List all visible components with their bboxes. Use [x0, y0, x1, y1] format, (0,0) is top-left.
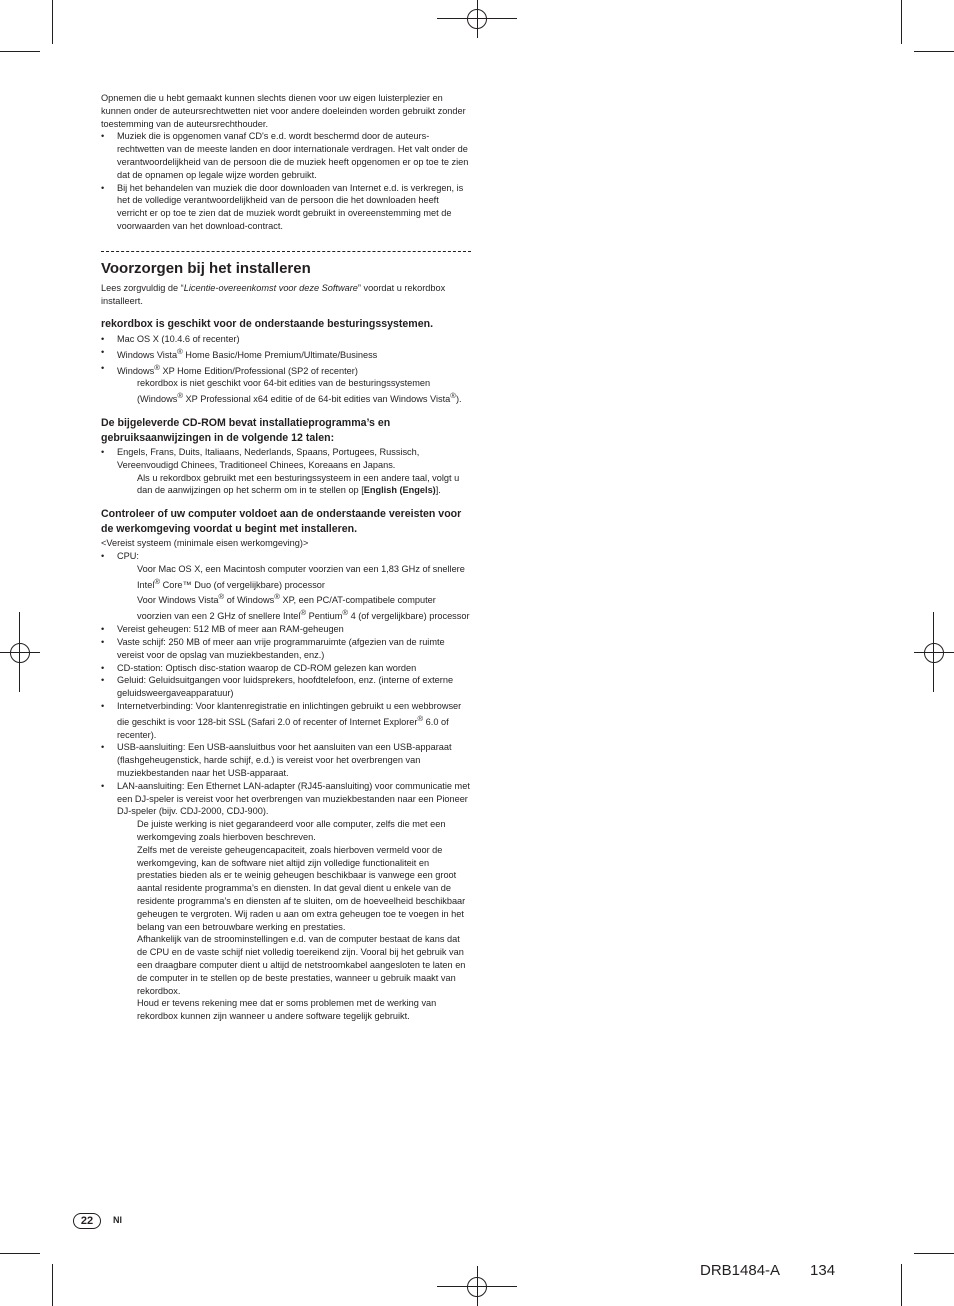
list-item: • CD-station: Optisch disc-station waarop de CD-ROM gelezen kan worden — [101, 662, 471, 675]
crop-mark — [901, 1264, 902, 1306]
list-item: • Muziek die is opgenomen vanaf CD's e.d. wordt beschermd door de auteursrechtwetten van de meeste landen en door internationale verdragen. Het valt onder de verantwoordelijkheid van de persoon die de muziek heeft opgenomen er op toe te zien dat de opnamen op legale wijze worden gebruikt. — [101, 130, 471, 181]
list-item: • Internetverbinding: Voor klantenregistratie en inlichtingen gebruikt u een webbrowser die geschikt is voor 128-bit SSL (Safari 2.0 of recenter of Internet Explorer® 6.0 of recenter). — [101, 700, 471, 741]
registration-mark — [19, 612, 20, 692]
list-item: • Vereist geheugen: 512 MB of meer aan RAM-geheugen — [101, 623, 471, 636]
dashed-divider — [101, 251, 471, 252]
crop-mark — [52, 1264, 53, 1306]
page-number: 22 — [73, 1213, 101, 1229]
language-code: Nl — [113, 1215, 122, 1225]
requirements-heading: Controleer of uw computer voldoet aan de onderstaande vereisten voor de werkomgeving voordat u begint met installeren. — [101, 508, 462, 535]
list-item: • Vaste schijf: 250 MB of meer aan vrije programmaruimte (afgezien van de ruimte vereist voor de opslag van muziekbestanden, enz.) — [101, 636, 471, 662]
crop-mark — [52, 0, 53, 44]
crop-mark — [0, 1253, 40, 1254]
registration-mark — [924, 643, 944, 663]
registration-mark — [477, 1266, 478, 1306]
note: rekordbox is niet geschikt voor 64-bit edities van de besturingssystemen (Windows® XP Professional x64 editie of de 64-bit edities van Windows Vista®). — [137, 378, 462, 405]
note: De juiste werking is niet gegarandeerd voor alle computer, zelfs die met een werkomgeving zoals hierboven beschreven. — [137, 819, 446, 842]
note: Voor Windows Vista® of Windows® XP, een PC/AT-compatibele computer voorzien van een 2 GHz of snellere Intel® Pentium® 4 (of vergelijkbare) processor — [137, 592, 470, 622]
crop-mark — [901, 0, 902, 44]
lees-paragraph: Lees zorgvuldig de “Licentie-overeenkomst voor deze Software” voordat u rekordbox installeert. — [101, 282, 446, 306]
document-number: DRB1484-A 134 — [700, 1262, 836, 1279]
cdrom-heading: De bijgeleverde CD-ROM bevat installatieprogramma’s en gebruiksaanwijzingen in de volgende 12 talen: — [101, 417, 391, 444]
intro-paragraph: Opnemen die u hebt gemaakt kunnen slechts dienen voor uw eigen luisterplezier en kunnen onder de auteursrechtwetten niet voor andere doeleinden worden gebruikt zonder toestemming van de auteursrechthouder. — [101, 93, 466, 129]
note: Als u rekordbox gebruikt met een besturingssysteem in een andere taal, volgt u dan de aanwijzingen op het scherm om in te stellen op [English (Engels)]. — [137, 472, 460, 496]
system-label: <Vereist systeem (minimale eisen werkomgeving)> — [101, 538, 309, 549]
list-item: • Windows Vista® Home Basic/Home Premium/Ultimate/Business — [101, 346, 471, 362]
list-item: • USB-aansluiting: Een USB-aansluitbus voor het aansluiten van een USB-apparaat (flashgeheugenstick, harde schijf, e.d.) is vereist voor het overbrengen van muziekbestanden naar het USB-apparaat. — [101, 741, 471, 779]
crop-mark — [914, 51, 954, 52]
note: Afhankelijk van de stroominstellingen e.d. van de computer bestaat de kans dat de CPU en de vaste schijf niet volledig toereikend zijn. Vooral bij het gebruik van een draagbare computer dient u altijd de netstroomkabel aangesloten te laten en de computer in te stellen op de beste prestaties, wanneer u gebruik maakt van rekordbox. — [137, 934, 466, 996]
note: Zelfs met de vereiste geheugencapaciteit, zoals hierboven vermeld voor de werkomgeving, kan de software niet altijd zijn volledige functionaliteit en prestaties bieden als er te weinig geheugen beschikbaar is vanwege een groot aantal residente programma’s en diensten. In dat geval dient u enkele van de residente programma’s en diensten af te sluiten, om de hoeveelheid beschikbaar geheugen te vergroten. Wij raden u aan om extra geheugen toe te voegen in het belang van een betrouwbare werking en prestaties. — [137, 844, 466, 932]
list-item: • Bij het behandelen van muziek die door downloaden van Internet e.d. is verkregen, is het de volledige verantwoordelijkheid van de persoon die het downloaden heeft verricht er op toe te zien dat de muziek wordt gebruikt in overeenstemming met de voorwaarden van het download-contract. — [101, 182, 471, 233]
crop-mark — [914, 1253, 954, 1254]
crop-mark — [0, 51, 40, 52]
note: Houd er tevens rekening mee dat er soms problemen met de werking van rekordbox kunnen zijn wanneer u andere software tegelijk gebruikt. — [137, 998, 437, 1022]
list-item: • Engels, Frans, Duits, Italiaans, Nederlands, Spaans, Portugees, Russisch, Vereenvoudigd Chinees, Traditioneel Chinees, Koreaans en Japans. — [101, 446, 471, 472]
list-item: • CPU: — [101, 550, 471, 563]
note: Voor Mac OS X, een Macintosh computer voorzien van een 1,83 GHz of snellere Intel® Core™ Duo (of vergelijkbare) processor — [137, 563, 465, 590]
registration-mark — [10, 643, 30, 663]
registration-mark — [933, 612, 934, 692]
section-title: Voorzorgen bij het installeren — [101, 259, 311, 277]
registration-mark — [914, 652, 954, 653]
list-item: • Geluid: Geluidsuitgangen voor luidsprekers, hoofdtelefoon, enz. (interne of externe geluidsweergaveapparatuur) — [101, 674, 471, 700]
list-item: • Mac OS X (10.4.6 of recenter) — [101, 333, 471, 346]
list-item: • Windows® XP Home Edition/Professional (SP2 of recenter) — [101, 362, 471, 378]
registration-mark — [477, 0, 478, 38]
text-column — [101, 92, 471, 1023]
registration-mark — [0, 652, 40, 653]
os-heading: rekordbox is geschikt voor de onderstaande besturingssystemen. — [101, 318, 434, 331]
list-item: • LAN-aansluiting: Een Ethernet LAN-adapter (RJ45-aansluiting) voor communicatie met een DJ-speler is vereist voor het overbrengen van muziekbestanden naar een Pioneer DJ-speler (bijv. CDJ-2000, CDJ-900). — [101, 780, 471, 818]
